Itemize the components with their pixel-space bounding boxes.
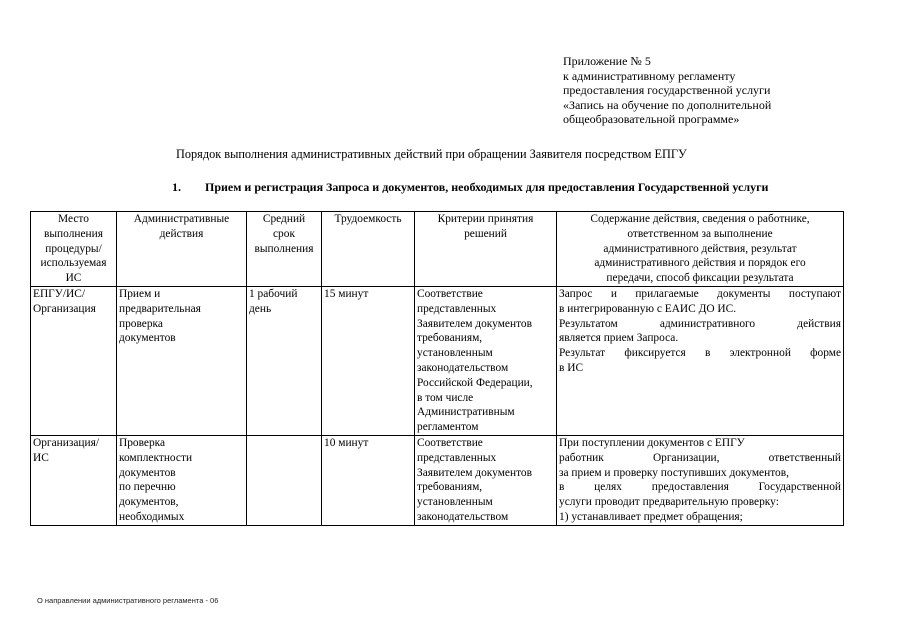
cell-line: Прием и	[119, 287, 161, 300]
cell-line: документов	[119, 466, 176, 479]
cell-line: ЕПГУ/ИС/	[33, 287, 85, 300]
cell-line: ответственном за выполнение	[627, 227, 773, 240]
cell-line: Заявителем документов	[417, 466, 532, 479]
cell-line: документов	[119, 332, 176, 345]
cell-line: Результат фиксируется в электронной форме	[559, 347, 841, 360]
cell-action	[117, 286, 247, 435]
table-header-row	[31, 212, 844, 287]
appendix-block	[563, 54, 771, 127]
table-row	[31, 286, 844, 435]
cell-term	[247, 286, 322, 435]
cell-criteria	[415, 286, 557, 435]
cell-line: законодательством	[417, 361, 509, 374]
cell-content	[557, 286, 844, 435]
section-title	[172, 180, 768, 195]
cell-place	[31, 286, 117, 435]
cell-line: процедуры/	[45, 242, 102, 255]
cell-labor	[322, 286, 415, 435]
header-criteria	[415, 212, 557, 287]
cell-line: Средний	[262, 213, 306, 225]
header-content	[557, 212, 844, 287]
cell-line: в интегрированную с ЕАИС ДО ИС.	[559, 302, 737, 315]
cell-line: является прием Запроса.	[559, 332, 679, 345]
cell-line: Проверка	[119, 436, 166, 449]
table-row	[31, 435, 844, 525]
header-action	[117, 212, 247, 287]
cell-line: комплектности	[119, 451, 193, 464]
cell-line: за прием и проверку поступивших документов,	[559, 466, 789, 479]
appendix-line: общеобразовательной программе»	[563, 112, 740, 127]
cell-line: Соответствие	[417, 287, 483, 300]
cell-line: Организация	[33, 302, 96, 315]
cell-line: в ИС	[559, 361, 584, 374]
cell-line: Российской Федерации,	[417, 376, 533, 389]
cell-line: 10 минут	[324, 436, 369, 449]
cell-line: административного действия, результат	[603, 242, 797, 255]
appendix-line: «Запись на обучение по дополнительной	[563, 97, 772, 112]
cell-line: передачи, способ фиксации результата	[606, 272, 794, 285]
cell-place	[31, 435, 117, 525]
header-place	[31, 212, 117, 287]
cell-line: Результатом административного действия	[559, 317, 841, 330]
cell-line: Административным	[417, 406, 515, 419]
cell-line: Заявителем документов	[417, 317, 532, 330]
cell-line: установленным	[417, 347, 493, 360]
header-term	[247, 212, 322, 287]
cell-line: действия	[159, 227, 204, 240]
cell-line: регламентом	[417, 421, 479, 434]
cell-content	[557, 435, 844, 525]
cell-line: работник Организации, ответственный	[559, 451, 841, 464]
cell-line: решений	[464, 227, 507, 240]
cell-line: срок	[273, 227, 295, 240]
appendix-line: предоставления государственной услуги	[563, 83, 771, 98]
cell-line: требованиям,	[417, 481, 483, 494]
cell-line: ИС	[65, 272, 82, 285]
cell-line: 1 рабочий	[249, 287, 298, 300]
order-title: Порядок выполнения административных действий при обращении Заявителя посредством ЕПГУ	[176, 147, 687, 161]
cell-line: 15 минут	[324, 287, 369, 300]
cell-line: Организация/	[33, 436, 99, 449]
cell-line: день	[249, 302, 272, 315]
cell-action	[117, 435, 247, 525]
cell-line: установленным	[417, 496, 493, 509]
cell-line: административного действия и порядок его	[594, 257, 806, 270]
cell-labor	[322, 435, 415, 525]
procedures-table	[30, 211, 844, 526]
cell-line: законодательством	[417, 510, 509, 523]
cell-line: При поступлении документов с ЕПГУ	[559, 436, 745, 449]
cell-line: предварительная	[119, 302, 201, 315]
cell-line: представленных	[417, 302, 497, 315]
cell-line: Соответствие	[417, 436, 483, 449]
appendix-line: к административному регламенту	[563, 68, 736, 83]
footer-text: О направлении административного регламента - 06	[37, 596, 219, 605]
cell-line: используемая	[40, 257, 107, 270]
cell-line: Критерии принятия	[437, 213, 534, 225]
cell-line: документов,	[119, 496, 179, 509]
cell-line: необходимых	[119, 510, 185, 523]
cell-line: Запрос и прилагаемые документы поступают	[559, 287, 841, 300]
cell-line: в том числе	[417, 391, 474, 404]
cell-line: Трудоемкость	[334, 213, 402, 225]
cell-line: по перечню	[119, 481, 176, 494]
header-labor	[322, 212, 415, 287]
cell-line: требованиям,	[417, 332, 483, 345]
cell-line: представленных	[417, 451, 497, 464]
appendix-line: Приложение № 5	[563, 54, 651, 68]
cell-line: в целях предоставления Государственной	[559, 481, 841, 494]
cell-line: Административные	[133, 213, 230, 225]
cell-line: выполнения	[254, 242, 314, 255]
cell-line: проверка	[119, 317, 163, 330]
cell-criteria	[415, 435, 557, 525]
cell-line: Место	[58, 213, 89, 225]
cell-line: 1) устанавливает предмет обращения;	[559, 510, 743, 523]
cell-line: выполнения	[44, 227, 103, 240]
section-title-text: Прием и регистрация Запроса и документов, необходимых для предоставления Государственной услуги	[205, 180, 769, 194]
section-number: 1.	[172, 180, 181, 194]
cell-term	[247, 435, 322, 525]
cell-line: Содержание действия, сведения о работнике,	[590, 213, 810, 225]
cell-line: ИС	[33, 451, 49, 464]
cell-line: услуги проводит предварительную проверку:	[559, 496, 779, 509]
